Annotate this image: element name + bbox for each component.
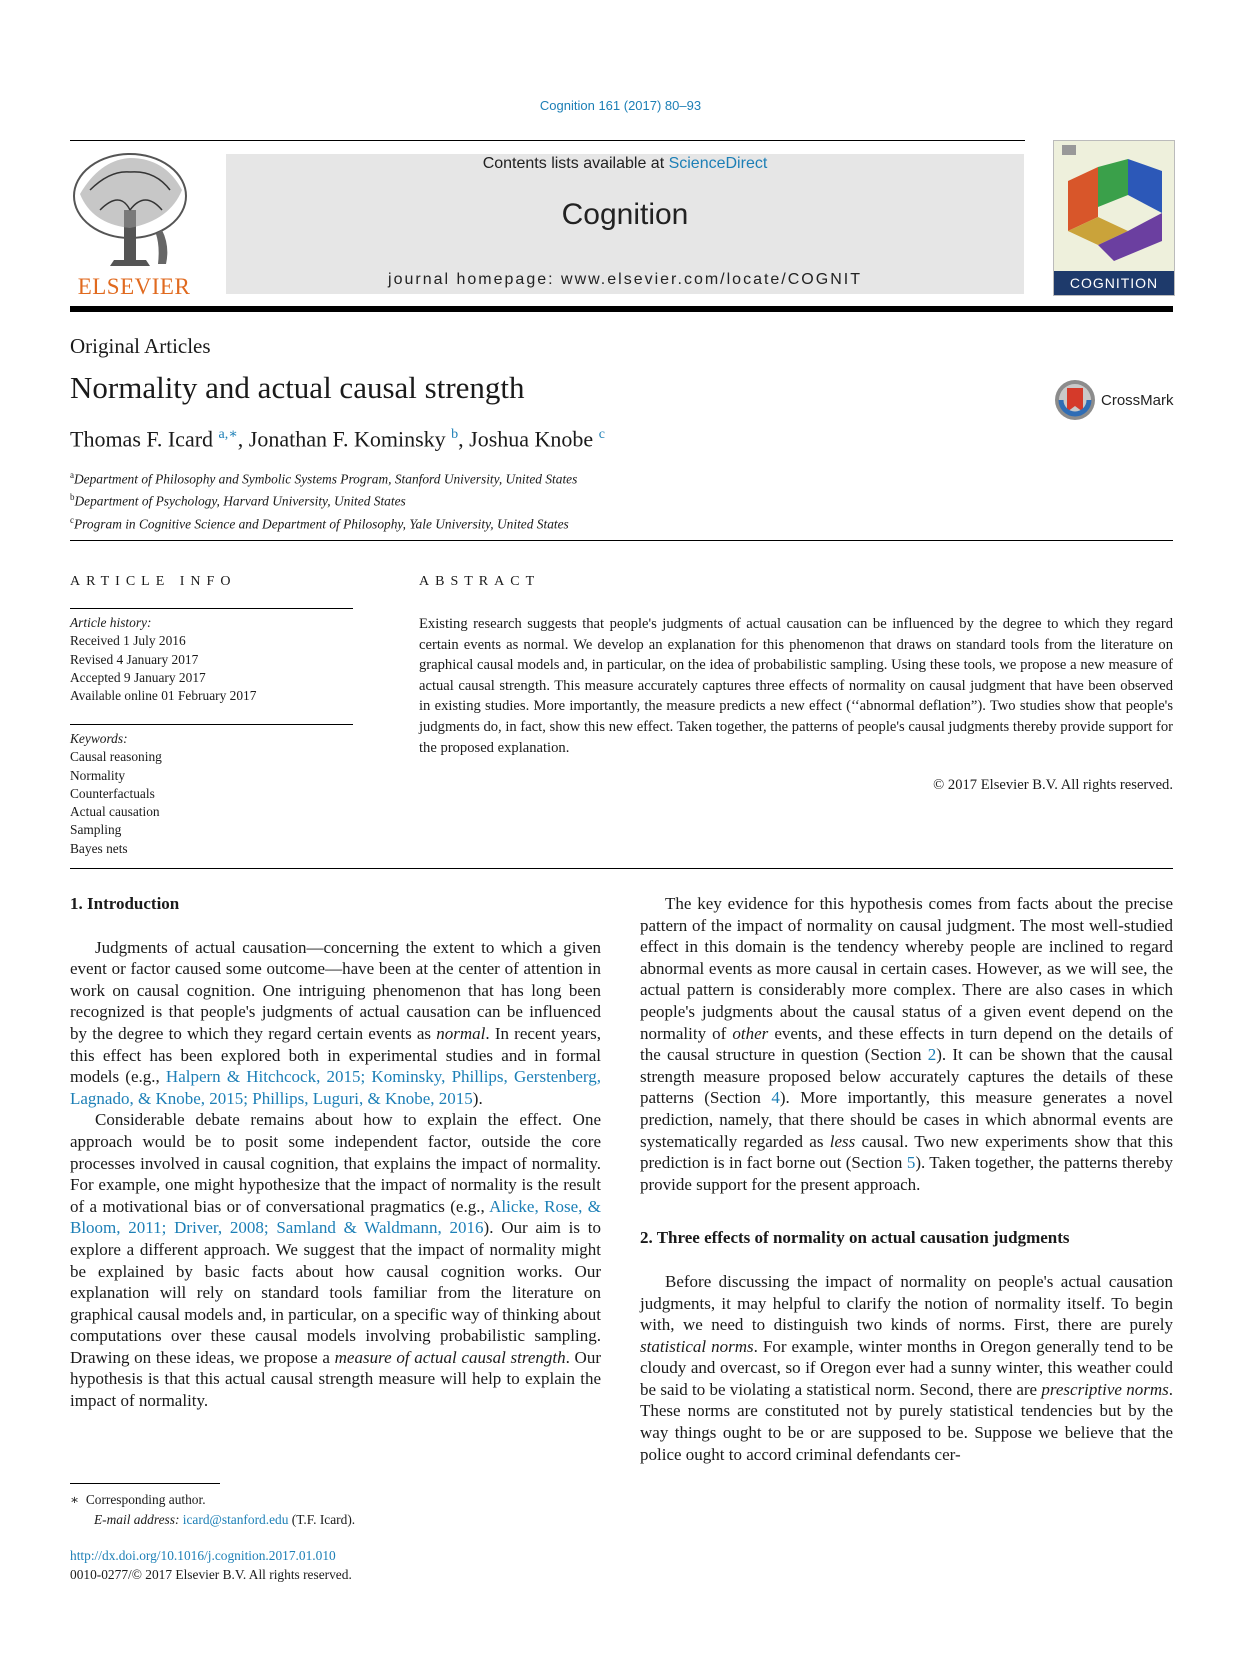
text-run-italic: measure of actual causal strength (334, 1347, 566, 1367)
section-heading: 2. Three effects of normality on actual causation judgments (640, 1228, 1070, 1248)
text-run: Judgments of actual causation—concerning the extent to which a given event or factor caused some outcome—have been at the center of attention in work on causal cognition. One intriguing phenomenon that has long been recognized is that people's judgments of actual causation can be influenced by the degree to which they regard certain events as (70, 937, 601, 1043)
keywords (70, 730, 162, 858)
text-run: Before discussing the impact of normality on people's actual causation judgments, it may helpful to clarify the notion of normality itself. To begin with, we need to distinguish two kinds of norms. First, there are purely (640, 1271, 1173, 1335)
keyword: Causal reasoning (70, 749, 162, 765)
text-run: causal. Two new experiments show that this prediction is in fact borne out (Section (640, 1131, 1173, 1173)
email-note (70, 1510, 355, 1530)
elsevier-logo[interactable] (70, 150, 198, 300)
section-link[interactable]: 2 (927, 1045, 937, 1065)
history-online: Available online 01 February 2017 (70, 688, 257, 704)
affil-marker: b (70, 492, 75, 503)
text-run-italic: less (829, 1131, 856, 1151)
divider (70, 868, 1173, 869)
issn-copyright: 0010-0277/© 2017 Elsevier B.V. All rights reserved. (70, 1567, 352, 1582)
footnote-text: Corresponding author. (85, 1492, 206, 1507)
paragraph (640, 1271, 1173, 1465)
paragraph (70, 937, 601, 1110)
cover-label: COGNITION (1054, 271, 1174, 295)
body-column-left (70, 893, 601, 1412)
author-list (70, 426, 605, 452)
text-run: ). It can be shown that the causal strength measure proposed below accurately captures the details of these patterns (Section (640, 1045, 1174, 1108)
header-rule (70, 140, 1025, 141)
footnote-marker: ∗ (70, 1492, 80, 1507)
history-accepted: Accepted 9 January 2017 (70, 669, 206, 685)
citation-link[interactable]: Alicke, Rose, & Bloom, 2011; Driver, 2008; Samland & Waldmann, 2016 (70, 1196, 601, 1238)
text-run: The key evidence for this hypothesis comes from facts about the precise pattern of the impact of normality on causal judgment. The most well-studied effect in this domain is the tendency whereby people are inclined to regard abnormal events as more causal in certain cases. However, as we will see, the actual pattern is considerably more complex. There are also cases in which people's judgments about the causal status of a given event depend on the normality of (640, 894, 1173, 1043)
sciencedirect-link[interactable]: ScienceDirect (668, 155, 768, 172)
affiliation-a (70, 466, 577, 488)
text-run-italic: prescriptive norms (1041, 1379, 1169, 1399)
abstract-copyright: © 2017 Elsevier B.V. All rights reserved. (933, 777, 1173, 793)
text-run-italic: normal (436, 1023, 486, 1043)
author-affil-marker[interactable]: c (598, 427, 605, 442)
affil-text: Department of Philosophy and Symbolic Systems Program, Stanford University, United States (74, 471, 578, 487)
paragraph (640, 893, 1173, 1195)
email-suffix: (T.F. Icard). (288, 1512, 356, 1527)
text-run: ). More importantly, this measure generates a novel prediction, namely, that there should be cases in which abnormal events are systematically regarded as (640, 1088, 1173, 1151)
divider (70, 724, 353, 725)
crossmark-label: CrossMark (1101, 392, 1174, 409)
footnote-rule (70, 1483, 220, 1484)
author-affil-marker[interactable]: a,∗ (218, 427, 238, 442)
doi-link[interactable]: http://dx.doi.org/10.1016/j.cognition.2017.01.010 (70, 1548, 336, 1563)
keyword: Sampling (70, 822, 122, 838)
article-section-type: Original Articles (70, 334, 211, 358)
abstract-text: Existing research suggests that people's judgments of actual causation can be influenced by the degree to which they regard certain events as normal. We develop an explanation for this phenomenon that draws on standard tools from the literature on graphical causal models and, in particular, on the idea of probabilistic sampling. Using these tools, we propose a new measure of actual causal strength. This measure accurately captures three effects of normality on causal judgment that have been observed in existing studies. More importantly, the measure predicts a new effect (‘‘abnormal deflation”). Two studies show that people's judgments do, in fact, show this new effect. Taken together, the patterns of people's causal judgments thereby provide support for the proposed explanation. (419, 616, 1173, 756)
keyword: Counterfactuals (70, 785, 155, 801)
section-link[interactable]: 5 (906, 1153, 916, 1173)
text-run-italic: other (732, 1023, 769, 1043)
affil-marker: c (70, 514, 74, 525)
crossmark-badge[interactable] (1053, 378, 1183, 424)
journal-title: Cognition (561, 198, 689, 231)
author-name: Joshua Knobe (469, 426, 594, 452)
text-run: events, and these effects in turn depend on the details of the causal structure in question (Section (640, 1023, 1173, 1065)
footnote (70, 1490, 355, 1530)
divider (70, 608, 353, 609)
text-run: Considerable debate remains about how to explain the effect. One approach would be to posit some independent factor, outside the core processes involved in causal cognition, that explains the impact of normality. For example, one might hypothesize that the impact of normality is the result of a motivational bias or of conversational pragmatics (e.g., (70, 1110, 601, 1216)
text-run-italic: statistical norms (640, 1336, 754, 1356)
history-label: Article history: (70, 615, 152, 630)
affil-text: Department of Psychology, Harvard University, United States (74, 493, 406, 509)
text-run: ). (472, 1088, 483, 1108)
divider (70, 540, 1173, 541)
author-separator: , (458, 426, 470, 452)
paragraph (70, 1109, 601, 1411)
article-title: Normality and actual causal strength (70, 370, 525, 405)
email-label: E-mail address: (94, 1512, 183, 1527)
author-separator: , (237, 426, 249, 452)
text-run: . For example, winter months in Oregon generally tend to be cloudy and overcast, so if Oregon ever had a sunny winter, this weather could be said to be violating a statistical norm. Second, there are (640, 1336, 1174, 1399)
abstract-heading: ABSTRACT (419, 574, 541, 589)
affil-marker: a (70, 470, 74, 480)
affiliations (70, 466, 577, 533)
journal-cover[interactable] (1053, 140, 1175, 296)
elsevier-wordmark: ELSEVIER (77, 274, 191, 299)
section-heading: 1. Introduction (70, 894, 180, 913)
history-received: Received 1 July 2016 (70, 633, 186, 649)
article-info-heading: ARTICLE INFO (70, 574, 237, 589)
journal-banner (226, 154, 1024, 294)
author-name: Thomas F. Icard (70, 426, 214, 452)
keyword: Actual causation (70, 804, 160, 820)
article-history (70, 614, 256, 705)
text-run: ). Our aim is to explore a different approach. We suggest that the impact of normality might be explained by basic facts about how causal cognition works. Our explanation will rely on standard tools familiar from the literature on graphical causal models and, in particular, on a specific way of thinking about computations over these causal models involving probabilistic sampling. Drawing on these ideas, we propose a (70, 1218, 601, 1367)
header-thick-rule (70, 306, 1173, 312)
author-affil-marker[interactable]: b (451, 427, 459, 442)
text-run: . In recent years, this effect has been explored both in experimental studies and in formal models (e.g., (70, 1023, 601, 1087)
text-run: ). Taken together, the patterns thereby provide support for the present approach. (640, 1153, 1174, 1194)
author-name: Jonathan F. Kominsky (248, 426, 446, 452)
keywords-label: Keywords: (70, 731, 128, 746)
contents-prefix: Contents lists available at (482, 155, 669, 172)
text-run: . These norms are constituted not by purely statistical tendencies but by the way things ought to be or are supposed to be. Suppose we believe that the police ought to accord criminal defendants cer- (640, 1379, 1174, 1464)
doi-block (70, 1546, 352, 1584)
citation-link[interactable]: Halpern & Hitchcock, 2015; Kominsky, Phillips, Gerstenberg, Lagnado, & Knobe, 2015; Phillips, Luguri, & Knobe, 2015 (70, 1067, 601, 1108)
affiliation-b (70, 488, 577, 510)
affiliation-c (70, 511, 577, 533)
keyword: Normality (70, 767, 126, 783)
body-column-right (640, 893, 1173, 1465)
email-link[interactable]: icard@stanford.edu (182, 1512, 289, 1527)
affil-text: Program in Cognitive Science and Department of Philosophy, Yale University, United States (74, 516, 569, 532)
journal-reference[interactable]: Cognition 161 (2017) 80–93 (539, 98, 702, 113)
keyword: Bayes nets (70, 840, 128, 856)
corresponding-author-note (70, 1490, 355, 1510)
text-run: . Our hypothesis is that this actual causal strength measure will help to explain the impact of normality. (70, 1347, 601, 1411)
crossmark-icon (1053, 378, 1097, 422)
cover-art-icon (1054, 141, 1174, 271)
contents-line (226, 154, 1024, 174)
section-link[interactable]: 4 (771, 1088, 780, 1108)
journal-homepage[interactable]: journal homepage: www.elsevier.com/locate/COGNIT (388, 271, 862, 288)
history-revised: Revised 4 January 2017 (70, 651, 199, 667)
